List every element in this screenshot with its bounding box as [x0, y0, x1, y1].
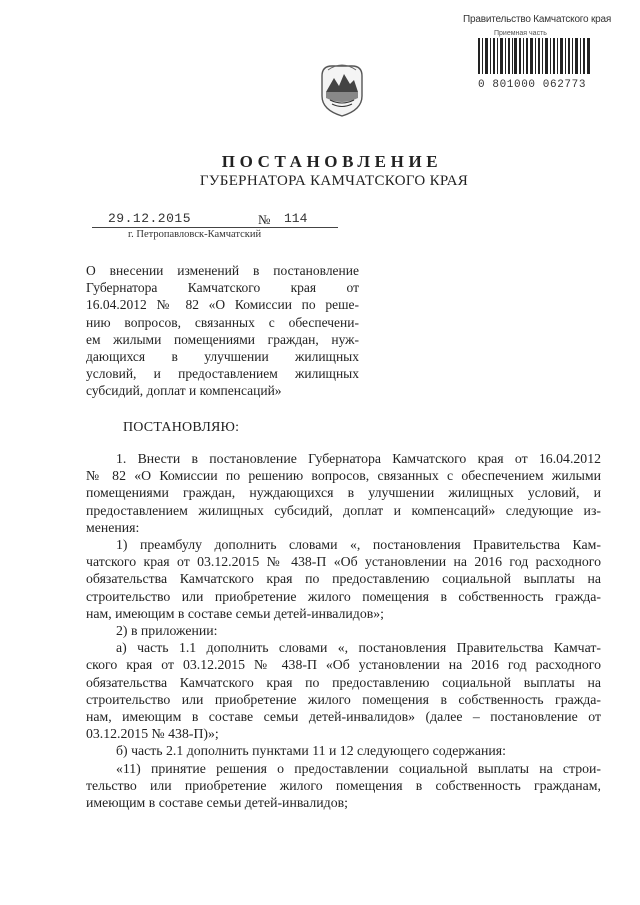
body-line: тельство или приобретение жилого помещения в собственность гражданам,: [86, 777, 601, 793]
document-subject: [86, 262, 359, 400]
document-subtitle: ГУБЕРНАТОРА КАМЧАТСКОГО КРАЯ: [199, 173, 469, 189]
body-line: менения:: [86, 519, 140, 535]
body-line: 1) преамбулу дополнить словами «, постановления Правительства Кам-: [116, 537, 601, 552]
body-line: строительство или приобретение жилого помещения в собственность гражда-: [86, 691, 601, 707]
document-city: г. Петропавловск-Камчатский: [128, 229, 262, 240]
body-line: № 82 «О Комиссии по решению вопросов, связанных с обеспечением жилыми: [86, 468, 601, 484]
subject-line: Губернатора Камчатского края от: [86, 280, 359, 296]
barcode-caption: Приемная часть: [494, 30, 547, 37]
body-line: б) часть 2.1 дополнить пунктами 11 и 12 следующего содержания:: [116, 743, 506, 759]
body-line: строительство или приобретение жилого помещения в собственность гражда-: [86, 588, 601, 604]
body-line: 03.12.2015 № 438-П)»;: [86, 726, 219, 742]
subject-line: субсидий, доплат и компенсаций»: [86, 383, 282, 399]
body-line: обязательства Камчатского края по предоставлению социальной выплаты на: [86, 571, 601, 587]
subject-line: условий, и предоставлением жилищных: [86, 366, 359, 382]
stamp-organization: Правительство Камчатского края: [463, 14, 612, 25]
body-line: «11) принятие решения о предоставлении социальной выплаты на строи-: [116, 760, 601, 776]
body-line: а) часть 1.1 дополнить словами «, постановления Правительства Камчат-: [116, 640, 601, 656]
subject-line: ем жилыми помещениями граждан, нуж-: [86, 331, 359, 347]
body-line: имеющим в составе семьи детей-инвалидов;: [86, 795, 348, 810]
body-line: обязательства Камчатского края по предоставлению социальной выплаты на: [86, 674, 601, 690]
barcode-number: 0 801000 062773: [478, 79, 587, 91]
barcode-icon: [478, 34, 590, 74]
coat-of-arms-icon: [318, 62, 366, 118]
body-line: ского края от 03.12.2015 № 438-П «Об установлении на 2016 год расходного: [86, 657, 601, 673]
subject-line: нию вопросов, связанных с обеспечени-: [86, 314, 359, 330]
document-title: ПОСТАНОВЛЕНИЕ: [221, 152, 443, 171]
subject-line: О внесении изменений в постановление: [86, 263, 359, 278]
decree-word: ПОСТАНОВЛЯЮ:: [123, 420, 240, 435]
document-date: 29.12.2015: [108, 211, 192, 226]
number-sign: №: [258, 212, 271, 227]
subject-line: дающихся в улучшении жилищных: [86, 349, 359, 365]
date-underline: [92, 227, 338, 228]
body-line: 2) в приложении:: [116, 623, 218, 638]
body-line: нам, имеющим в составе семьи детей-инвалидов»;: [86, 605, 384, 621]
body-line: предоставлением жилищных субсидий, доплат и компенсаций» следующие из-: [86, 502, 601, 518]
document-number: 114: [284, 211, 308, 226]
body-line: 1. Внести в постановление Губернатора Камчатского края от 16.04.2012: [116, 451, 601, 466]
body-line: нам, имеющим в составе семьи детей-инвалидов» (далее – постановление от: [86, 709, 601, 724]
subject-line: 16.04.2012 № 82 «О Комиссии по реше-: [86, 297, 359, 313]
body-line: чатского края от 03.12.2015 № 438-П «Об установлении на 2016 год расходного: [86, 554, 601, 570]
body-line: помещениями граждан, нуждающихся в улучшении жилищных условий, и: [86, 485, 601, 501]
